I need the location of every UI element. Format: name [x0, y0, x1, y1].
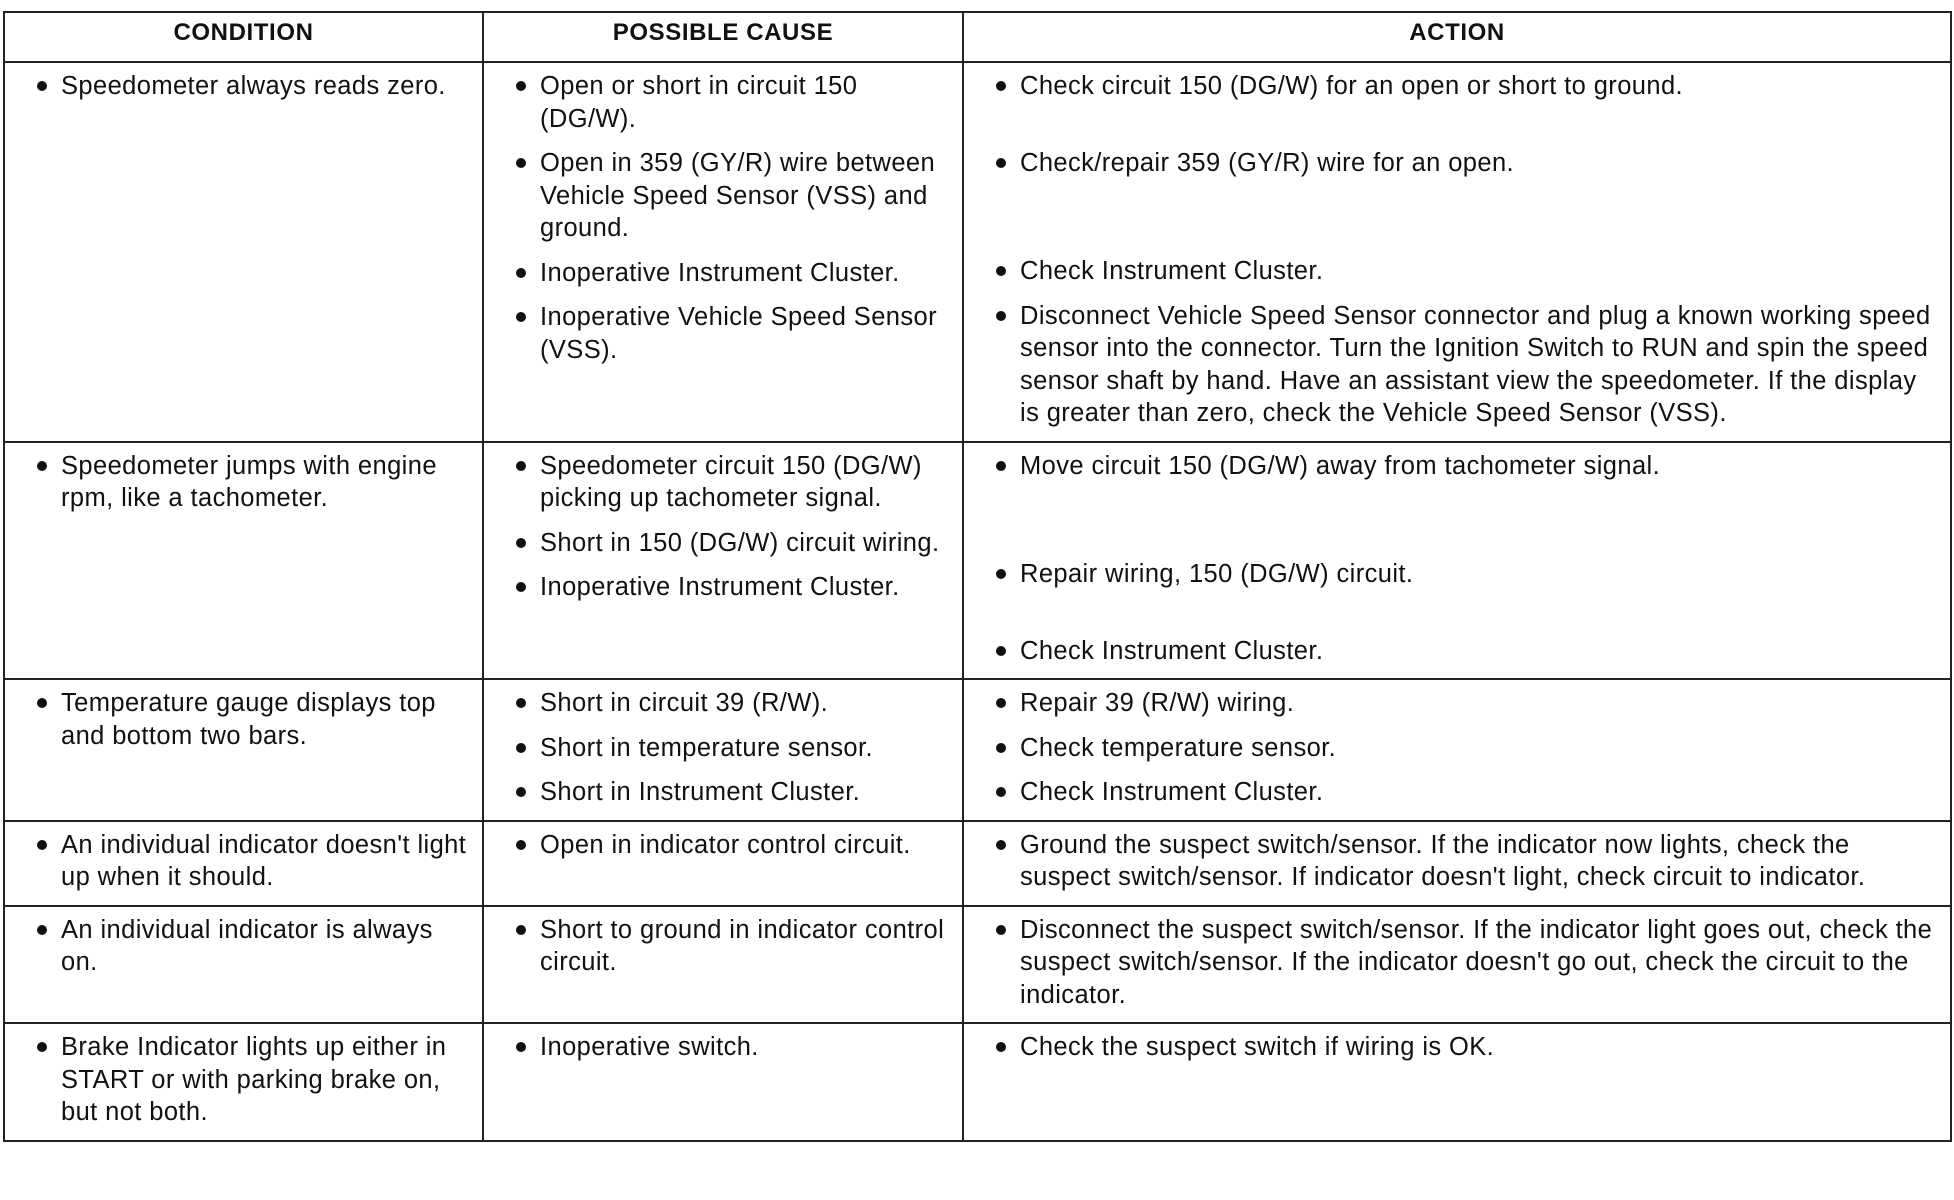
cause-item	[492, 829, 954, 862]
table-row	[4, 821, 1951, 906]
cause-cell	[483, 821, 963, 906]
condition-text: An individual indicator is always on.	[61, 915, 433, 976]
action-item	[972, 829, 1942, 894]
action-item	[972, 450, 1942, 483]
bullet-icon	[492, 687, 540, 719]
action-text: Check temperature sensor.	[1020, 733, 1337, 762]
condition-item	[13, 1031, 474, 1129]
bullet-icon	[492, 571, 540, 603]
action-item	[972, 558, 1942, 591]
cause-text: Speedometer circuit 150 (DG/W) picking up tachometer signal.	[540, 451, 922, 512]
cause-item	[492, 1031, 954, 1064]
bullet-icon	[492, 301, 540, 333]
cause-cell	[483, 1023, 963, 1141]
bullet-icon	[492, 527, 540, 559]
bullet-icon	[492, 147, 540, 179]
cause-text: Inoperative Instrument Cluster.	[540, 573, 900, 601]
cause-cell	[483, 62, 963, 442]
action-text: Repair wiring, 150 (DG/W) circuit.	[1020, 560, 1414, 588]
bullet-icon	[972, 687, 1020, 719]
action-cell	[963, 62, 1951, 442]
cause-text: Short to ground in indicator control circuit.	[540, 915, 945, 976]
cause-text: Short in 150 (DG/W) circuit wiring.	[540, 528, 940, 557]
cause-text: Inoperative switch.	[540, 1033, 759, 1061]
action-item	[972, 732, 1942, 765]
condition-text: Speedometer jumps with engine rpm, like a tachometer.	[61, 451, 437, 512]
action-text: Check the suspect switch if wiring is OK.	[1020, 1033, 1495, 1061]
action-text: Check/repair 359 (GY/R) wire for an open.	[1020, 148, 1515, 177]
table-row	[4, 679, 1951, 821]
condition-item	[13, 914, 474, 979]
action-item	[972, 70, 1942, 103]
condition-cell	[4, 906, 483, 1024]
condition-text: An individual indicator doesn't light up when it should.	[61, 830, 467, 891]
cause-text: Short in Instrument Cluster.	[540, 778, 861, 806]
action-item	[972, 776, 1942, 809]
bullet-icon	[492, 70, 540, 102]
action-item	[972, 1031, 1942, 1064]
bullet-icon	[13, 450, 61, 482]
bullet-icon	[972, 255, 1020, 287]
cause-item	[492, 914, 954, 979]
condition-cell	[4, 679, 483, 821]
bullet-icon	[13, 1031, 61, 1063]
header-condition: CONDITION	[4, 12, 483, 62]
action-text: Ground the suspect switch/sensor. If the indicator now lights, check the suspect switch/sensor. If indicator doesn't light, check circuit to indicator.	[1020, 830, 1866, 891]
table-row	[4, 906, 1951, 1024]
action-text: Check Instrument Cluster.	[1020, 636, 1324, 665]
action-cell	[963, 821, 1951, 906]
bullet-icon	[492, 914, 540, 946]
bullet-icon	[972, 776, 1020, 808]
cause-item	[492, 527, 954, 560]
cause-item	[492, 257, 954, 290]
bullet-icon	[13, 70, 61, 102]
action-item	[972, 147, 1942, 180]
table-row	[4, 1023, 1951, 1141]
bullet-icon	[972, 914, 1020, 946]
bullet-icon	[13, 829, 61, 861]
table-body	[4, 62, 1951, 1141]
bullet-icon	[492, 776, 540, 808]
condition-cell	[4, 821, 483, 906]
bullet-icon	[13, 914, 61, 946]
bullet-icon	[972, 147, 1020, 179]
cause-text: Open or short in circuit 150 (DG/W).	[540, 72, 858, 133]
action-cell	[963, 442, 1951, 680]
condition-text: Speedometer always reads zero.	[61, 72, 446, 100]
header-possible-cause: POSSIBLE CAUSE	[483, 12, 963, 62]
action-item	[972, 687, 1942, 720]
cause-item	[492, 301, 954, 366]
bullet-icon	[13, 687, 61, 719]
bullet-icon	[972, 635, 1020, 667]
cause-item	[492, 732, 954, 765]
bullet-icon	[972, 300, 1020, 332]
bullet-icon	[972, 1031, 1020, 1063]
table-row	[4, 442, 1951, 680]
action-text: Repair 39 (R/W) wiring.	[1020, 689, 1295, 717]
bullet-icon	[492, 829, 540, 861]
cause-cell	[483, 906, 963, 1024]
bullet-icon	[972, 558, 1020, 590]
header-action: ACTION	[963, 12, 1951, 62]
cause-text: Inoperative Instrument Cluster.	[540, 258, 900, 287]
cause-text: Open in indicator control circuit.	[540, 830, 911, 859]
condition-item	[13, 829, 474, 894]
header-row	[4, 12, 1951, 62]
bullet-icon	[972, 450, 1020, 482]
action-text: Check Instrument Cluster.	[1020, 778, 1324, 806]
action-item	[972, 255, 1942, 288]
cause-text: Short in circuit 39 (R/W).	[540, 689, 829, 717]
bullet-icon	[492, 1031, 540, 1063]
action-cell	[963, 1023, 1951, 1141]
action-text: Check circuit 150 (DG/W) for an open or short to ground.	[1020, 72, 1684, 100]
troubleshooting-table	[3, 11, 1952, 1142]
action-cell	[963, 906, 1951, 1024]
action-text: Move circuit 150 (DG/W) away from tachometer signal.	[1020, 451, 1661, 480]
table-header	[4, 12, 1951, 62]
action-text: Disconnect Vehicle Speed Sensor connector and plug a known working speed sensor into the connector. Turn the Ignition Switch to RUN and spin the speed sensor shaft by hand. Have an assistant view the speedometer. If the display is greater than zero, check the Vehicle Speed Sensor (VSS).	[1020, 301, 1931, 427]
bullet-icon	[492, 257, 540, 289]
action-item	[972, 635, 1942, 668]
condition-item	[13, 70, 474, 103]
condition-item	[13, 687, 474, 752]
cause-cell	[483, 679, 963, 821]
bullet-icon	[972, 70, 1020, 102]
condition-text: Brake Indicator lights up either in START or with parking brake on, but not both.	[61, 1033, 447, 1126]
cause-item	[492, 450, 954, 515]
condition-cell	[4, 1023, 483, 1141]
cause-item	[492, 776, 954, 809]
cause-text: Open in 359 (GY/R) wire between Vehicle Speed Sensor (VSS) and ground.	[540, 149, 936, 242]
action-text: Check Instrument Cluster.	[1020, 257, 1324, 285]
action-item	[972, 300, 1942, 430]
cause-text: Inoperative Vehicle Speed Sensor (VSS).	[540, 303, 937, 364]
condition-cell	[4, 62, 483, 442]
cause-cell	[483, 442, 963, 680]
cause-text: Short in temperature sensor.	[540, 733, 873, 762]
cause-item	[492, 571, 954, 604]
cause-item	[492, 70, 954, 135]
condition-cell	[4, 442, 483, 680]
bullet-icon	[492, 732, 540, 764]
action-text: Disconnect the suspect switch/sensor. If the indicator light goes out, check the suspect switch/sensor. If the indicator doesn't go out, check the circuit to the indicator.	[1020, 915, 1933, 1009]
action-item	[972, 914, 1942, 1012]
bullet-icon	[972, 732, 1020, 764]
condition-text: Temperature gauge displays top and bottom two bars.	[61, 689, 436, 750]
cause-item	[492, 687, 954, 720]
table-row	[4, 62, 1951, 442]
bullet-icon	[492, 450, 540, 482]
bullet-icon	[972, 829, 1020, 861]
condition-item	[13, 450, 474, 515]
troubleshooting-table-container	[3, 11, 1950, 1142]
action-cell	[963, 679, 1951, 821]
cause-item	[492, 147, 954, 245]
